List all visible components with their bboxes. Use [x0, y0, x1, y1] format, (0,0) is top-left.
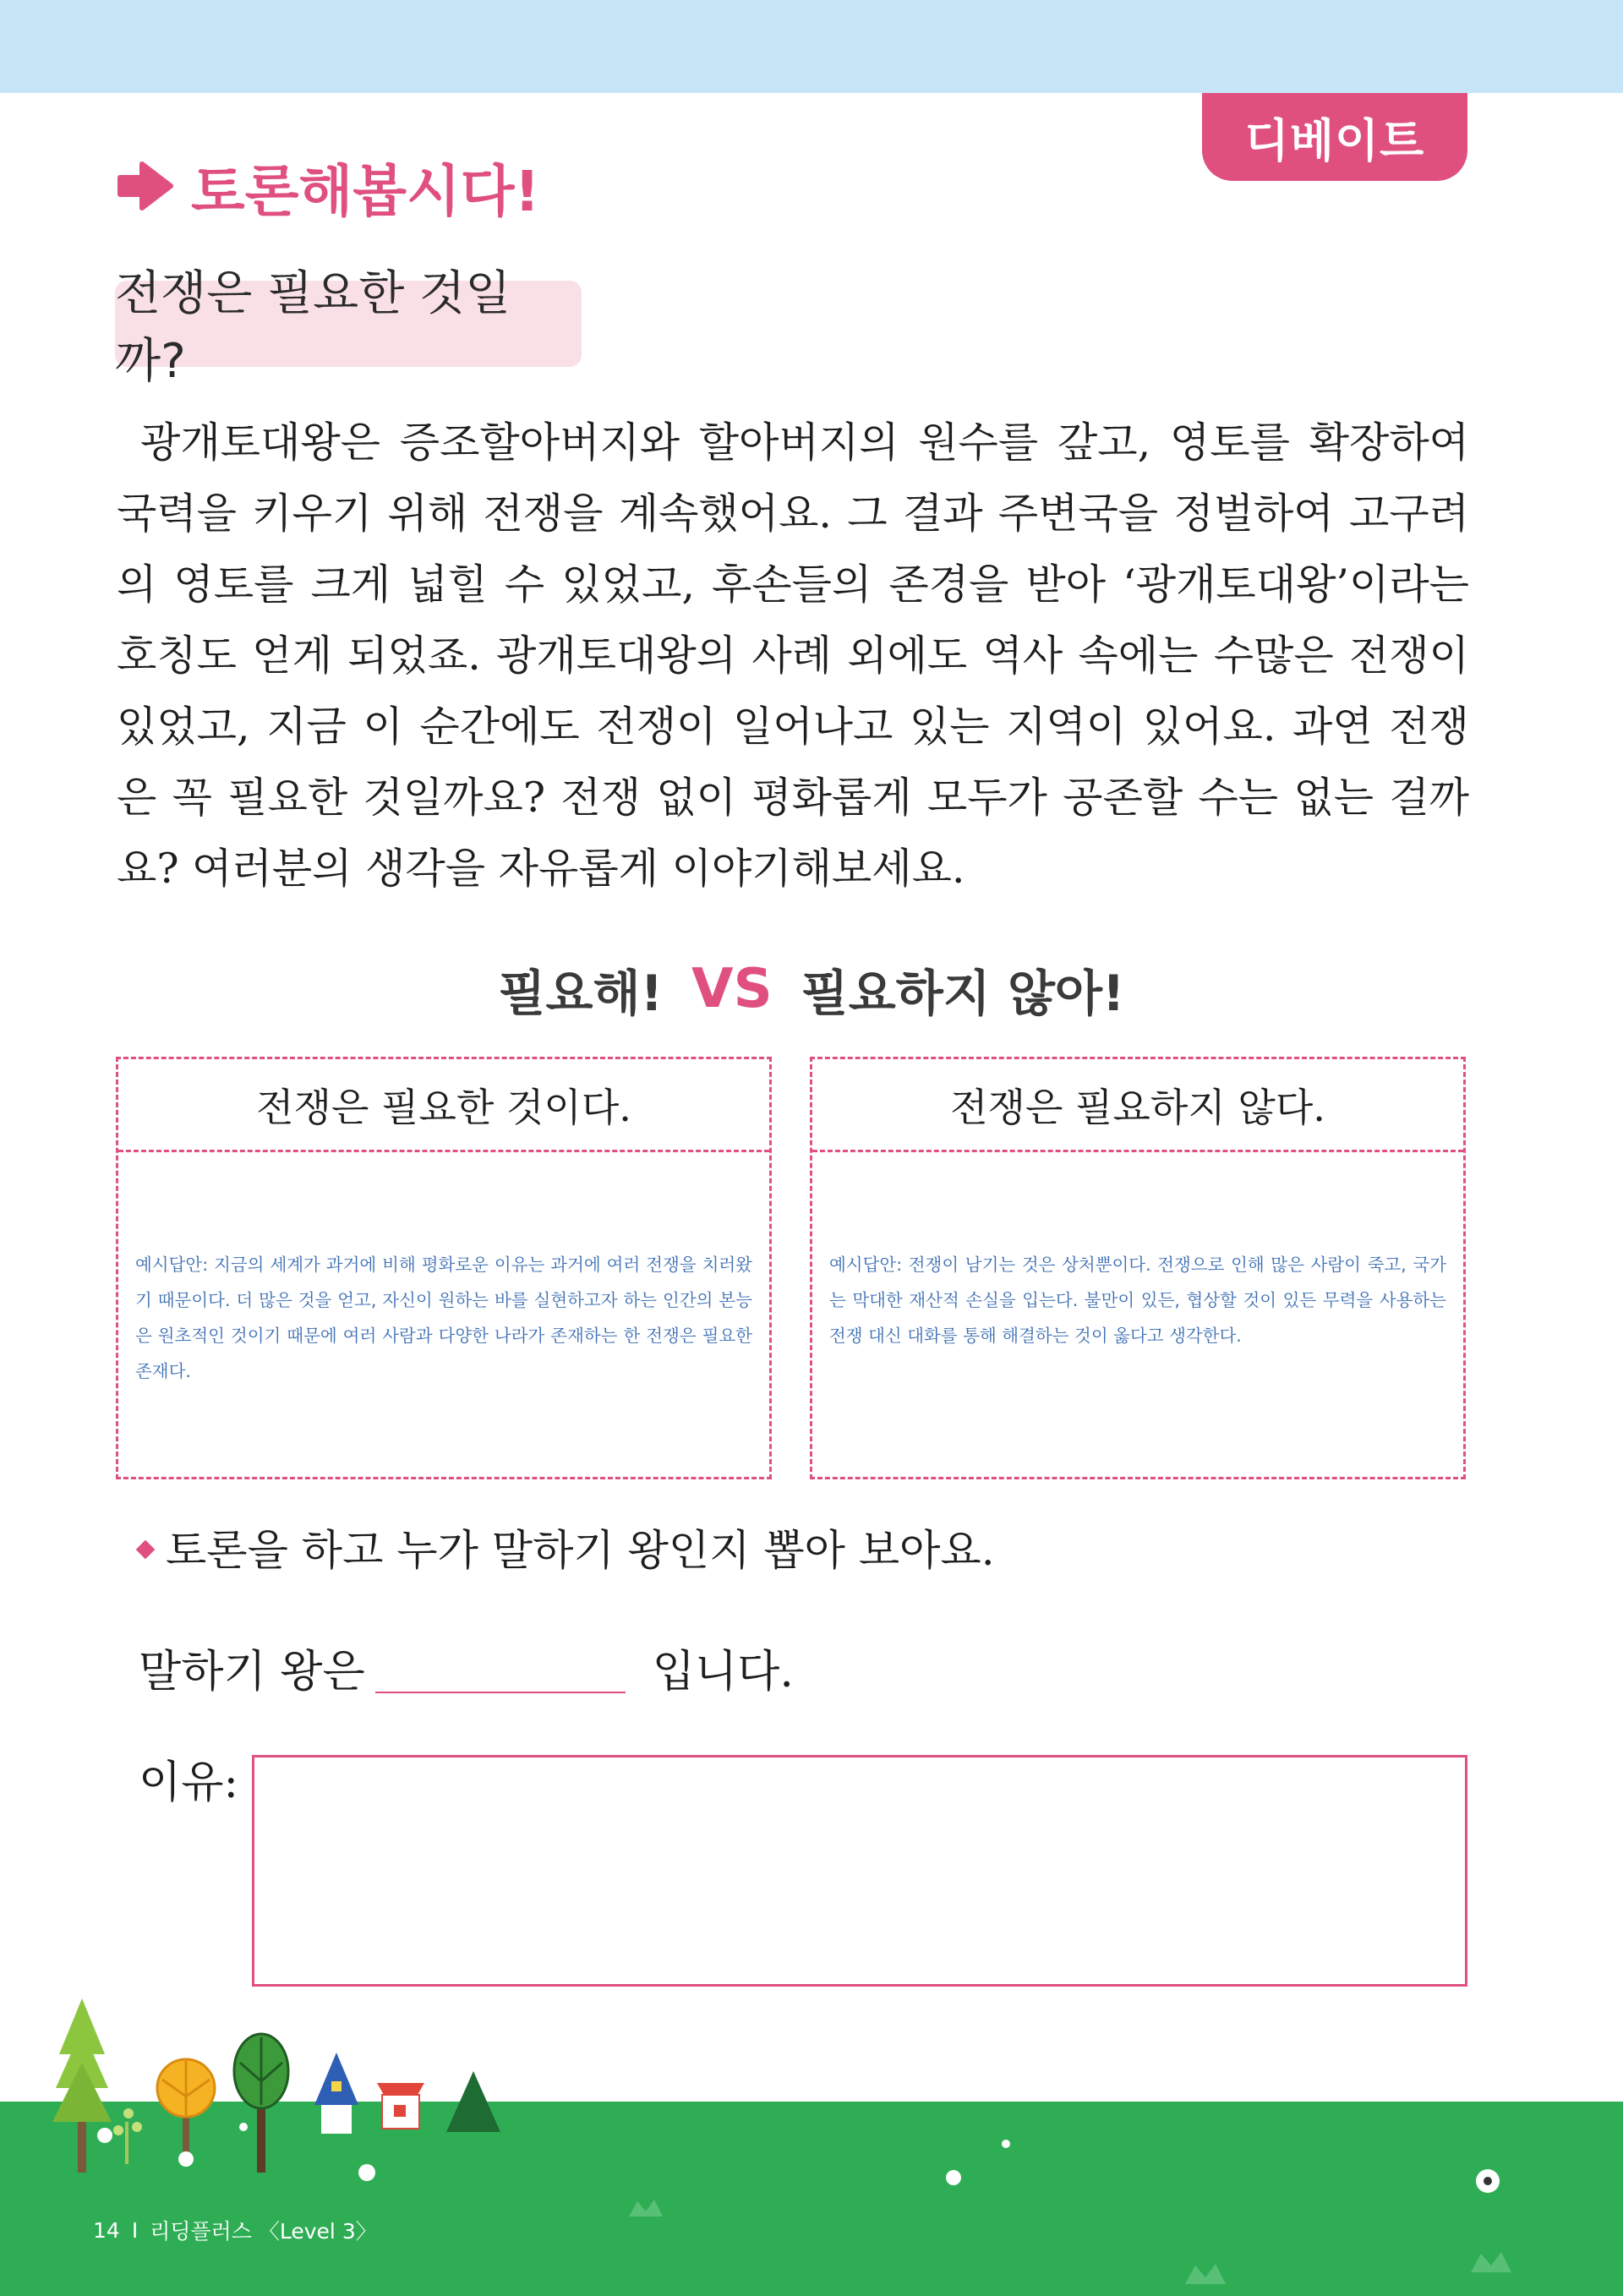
red-house-icon	[377, 2083, 424, 2129]
sprout-icon	[113, 2108, 142, 2164]
section-tag: 디베이트	[1202, 93, 1467, 181]
section-title: 토론해봅시다!	[191, 158, 540, 224]
con-label: 필요하지 않아!	[801, 965, 1125, 1022]
pro-heading: 전쟁은 필요한 것이다.	[118, 1059, 769, 1152]
reason-label: 이유:	[139, 1758, 238, 1808]
pro-label: 필요해!	[498, 965, 664, 1022]
section-header	[115, 144, 540, 228]
con-answer: 예시답안: 전쟁이 남기는 것은 상처뿐이다. 전쟁으로 인해 많은 사람이 죽고, 국가는 막대한 재산적 손실을 입는다. 불만이 있든, 협상할 것이 있든 무력을 사용하는 전쟁 대신 대화를 통해 해결하는 것이 옳다고 생각한다.	[829, 1255, 1446, 1346]
con-box	[810, 1057, 1466, 1479]
king-suffix: 입니다.	[652, 1646, 794, 1697]
con-heading: 전쟁은 필요하지 않다.	[812, 1059, 1463, 1152]
vs-label: VS	[691, 958, 773, 1020]
debate-question: 전쟁은 필요한 것일까?	[115, 281, 582, 367]
pine-tree-icon	[52, 1998, 112, 2173]
footer-separator: I	[131, 2217, 139, 2243]
arrow-right-icon	[115, 156, 176, 216]
top-band	[0, 0, 1623, 93]
book-title: 리딩플러스 〈Level 3〉	[150, 2219, 377, 2244]
body-paragraph: 광개토대왕은 증조할아버지와 할아버지의 원수를 갚고, 영토를 확장하여 국력을 키우기 위해 전쟁을 계속했어요. 그 결과 주변국을 정벌하여 고구려의 영토를 크게 넓힐 수 있었고, 후손들의 존경을 받아 ‘광개토대왕’이라는 호칭도 얻게 되었죠. 광개토대왕의 사례 외에도 역사 속에는 수많은 전쟁이 있었고, 지금 이 순간에도 전쟁이 일어나고 있는 지역이 있어요. 과연 전쟁은 꼭 필요한 것일까요? 전쟁 없이 평화롭게 모두가 공존할 수는 없는 걸까요? 여러분의 생각을 자유롭게 이야기해보세요.	[117, 418, 1469, 893]
diamond-bullet-icon	[136, 1540, 156, 1560]
vs-heading	[0, 947, 1623, 1031]
flowers	[97, 2123, 1500, 2193]
page-footer	[93, 2213, 377, 2247]
house-icon	[314, 2053, 358, 2134]
yellow-tree-icon	[157, 2059, 215, 2164]
green-tree-icon	[234, 2034, 288, 2173]
pro-box	[116, 1057, 772, 1479]
task-prompt	[139, 1512, 995, 1583]
pro-answer: 예시답안: 지금의 세계가 과거에 비해 평화로운 이유는 과거에 여러 전쟁을 치러왔기 때문이다. 더 많은 것을 얻고, 자신이 원하는 바를 실현하고자 하는 인간의 본능은 원초적인 것이기 때문에 여러 사람과 다양한 나라가 존재하는 한 전쟁은 필요한 존재다.	[135, 1255, 752, 1381]
task-prompt-text: 토론을 하고 누가 말하기 왕인지 뽑아 보아요.	[166, 1526, 995, 1575]
scenery-illustration	[0, 1978, 1623, 2296]
king-row	[139, 1632, 794, 1703]
king-prefix: 말하기 왕은	[139, 1646, 365, 1697]
dark-tree-icon	[446, 2071, 500, 2132]
page-number: 14	[93, 2217, 120, 2243]
reason-answer-box[interactable]	[252, 1755, 1467, 1987]
king-name-blank[interactable]	[375, 1641, 626, 1693]
grass-tufts	[629, 2200, 1511, 2284]
